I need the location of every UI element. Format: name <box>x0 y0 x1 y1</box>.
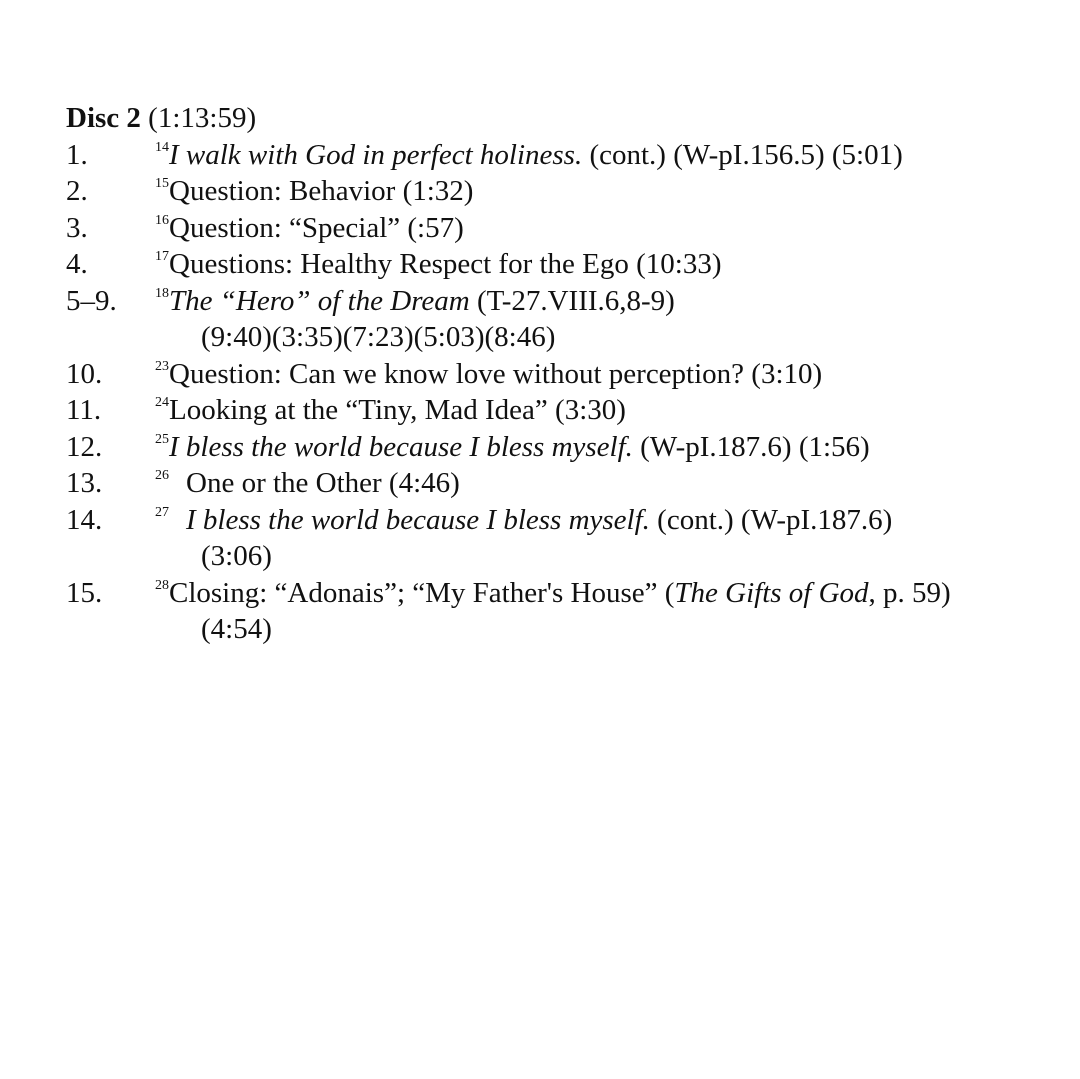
track-title: Question: “Special” (:57) <box>169 211 464 244</box>
track-content <box>155 429 1046 466</box>
track-content <box>155 392 1046 429</box>
footnote-marker: 25 <box>155 431 169 447</box>
track-reference: (cont.) (W-pI.156.5) (5:01) <box>582 138 903 171</box>
track-number: 2. <box>66 175 88 207</box>
track-item <box>66 502 1046 575</box>
disc-duration: (1:13:59) <box>148 102 257 134</box>
footnote-marker: 28 <box>155 577 169 593</box>
track-item <box>66 575 1046 648</box>
track-reference: (T-27.VIII.6,8-9) <box>469 284 675 317</box>
track-title: Closing: “Adonais”; “My Father's House” ( <box>169 576 675 609</box>
track-content <box>155 246 1046 283</box>
track-content <box>155 283 1046 356</box>
track-number: 10. <box>66 357 103 390</box>
track-item <box>66 465 1046 502</box>
track-number: 4. <box>66 248 88 280</box>
track-title: One or the Other (4:46) <box>186 467 460 499</box>
book-title-italic: The Gifts of God <box>674 576 869 609</box>
track-content <box>155 575 1046 648</box>
track-durations: (9:40)(3:35)(7:23)(5:03)(8:46) <box>201 321 556 353</box>
track-title: Looking at the “Tiny, Mad Idea” (3:30) <box>169 394 626 426</box>
track-content <box>155 173 1046 210</box>
track-number: 1. <box>66 138 88 171</box>
track-item <box>66 210 1046 247</box>
track-reference: , p. 59) <box>868 576 951 609</box>
track-number: 14. <box>66 503 103 536</box>
track-item <box>66 283 1046 356</box>
footnote-marker: 14 <box>155 139 169 155</box>
footnote-marker: 15 <box>155 176 169 192</box>
footnote-marker: 18 <box>155 285 169 301</box>
track-number: 15. <box>66 576 103 609</box>
track-number: 11. <box>66 394 102 426</box>
disc-label: Disc 2 <box>66 102 141 134</box>
track-reference: (W-pI.187.6) (1:56) <box>632 430 870 463</box>
track-durations: (3:06) <box>201 540 272 572</box>
track-number: 13. <box>66 467 103 499</box>
track-item <box>66 392 1046 429</box>
track-item <box>66 429 1046 466</box>
track-durations: (4:54) <box>201 613 272 645</box>
track-title: Questions: Healthy Respect for the Ego (10:33) <box>169 248 722 280</box>
footnote-marker: 17 <box>155 249 169 265</box>
track-title-italic: I bless the world because I bless myself. <box>169 430 633 463</box>
track-number: 5–9. <box>66 284 117 317</box>
track-number: 3. <box>66 211 88 244</box>
footnote-marker: 23 <box>155 358 169 374</box>
track-title: Question: Behavior (1:32) <box>169 175 474 207</box>
track-listing <box>66 100 1046 648</box>
footnote-marker: 24 <box>155 395 169 411</box>
track-number: 12. <box>66 430 103 463</box>
track-item <box>66 137 1046 174</box>
track-title-italic: I bless the world because I bless myself. <box>186 503 650 536</box>
track-content <box>155 210 1046 247</box>
track-title-italic: The “Hero” of the Dream <box>169 284 470 317</box>
footnote-marker: 16 <box>155 212 169 228</box>
track-content <box>155 356 1046 393</box>
track-title: Question: Can we know love without perception? (3:10) <box>169 357 823 390</box>
track-content: $^{26}$ One or the Other (4:46) <box>155 467 460 499</box>
track-content: $^{27}$ I bless the world because I bless myself. (cont.) (W-pI.187.6) (3:06) <box>155 502 1046 575</box>
track-title-italic: I walk with God in perfect holiness. <box>169 138 583 171</box>
disc-heading <box>66 100 1046 137</box>
track-reference: (cont.) (W-pI.187.6) <box>649 503 893 536</box>
track-item <box>66 173 1046 210</box>
track-content <box>155 137 1046 174</box>
track-item <box>66 246 1046 283</box>
track-item <box>66 356 1046 393</box>
